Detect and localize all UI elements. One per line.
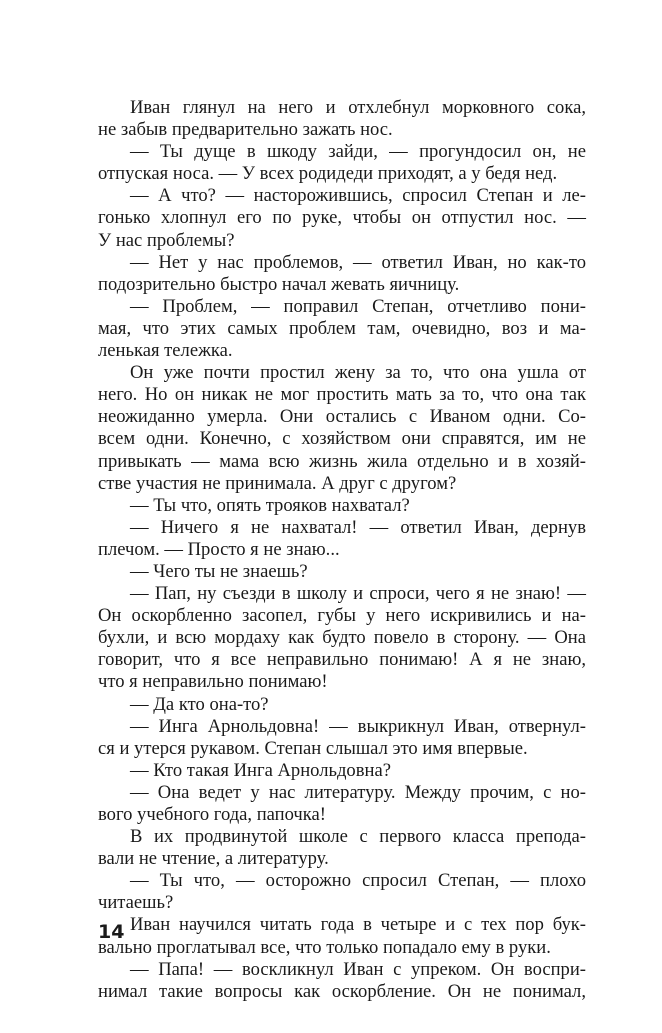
text-line: мая, что этих самых проблем там, очевидно, воз и ма- (98, 317, 586, 339)
text-line: вого учебного года, папочка! (98, 804, 326, 825)
text-line: — Ты что, — осторожно спросил Степан, — плохо (130, 870, 586, 892)
text-line: — Инга Арнольдовна! — выкрикнул Иван, отвернул- (130, 715, 586, 737)
text-line: — Чего ты не знаешь? (130, 560, 308, 582)
text-line: ленькая тележка. (98, 340, 233, 362)
body-text (98, 97, 586, 1003)
text-line: — Она ведет у нас литературу. Между прочим, с но- (130, 781, 586, 803)
text-line: бухли, и всю мордаху как будто повело в сторону. — Она (98, 627, 586, 649)
text-line: — Папа! — воскликнул Иван с упреком. Он воспри- (130, 958, 586, 980)
text-line: — Ты что, опять трояков нахватал? (130, 494, 410, 516)
text-line: У нас проблемы? (98, 229, 235, 251)
text-line: — Проблем, — поправил Степан, отчетливо пони- (130, 295, 586, 317)
text-line: — Кто такая Инга Арнольдовна? (130, 759, 391, 781)
text-line: вально проглатывал все, что только попадало ему в руки. (98, 936, 551, 958)
text-line: говорит, что я все неправильно понимаю! А я не знаю, (98, 649, 586, 671)
text-line: — А что? — насторожившись, спросил Степан и ле- (130, 185, 586, 207)
text-line: не забыв предварительно зажать нос. (98, 119, 393, 141)
text-line: всем одни. Конечно, с хозяйством они справятся, им не (98, 428, 586, 450)
text-line: — Пап, ну съезди в школу и спроси, чего я не знаю! — (130, 583, 586, 605)
text-line: Он оскорбленно засопел, губы у него искривились и на- (98, 605, 586, 627)
text-line: стве участия не принимала. А друг с другом? (98, 472, 457, 494)
text-line: неожиданно умерла. Они остались с Иваном одни. Со- (98, 406, 586, 428)
text-line: Иван научился читать года в четыре и с тех пор бук- (130, 914, 586, 936)
text-line: нимал такие вопросы как оскорбление. Он не понимал, (98, 980, 586, 1002)
text-line: — Да кто она-то? (130, 693, 269, 715)
text-line: вали не чтение, а литературу. (98, 848, 329, 870)
text-line: — Ты дуще в шкоду зайди, — прогундосил он, не (130, 141, 586, 163)
text-line: читаешь? (98, 892, 174, 914)
text-line: гонько хлопнул его по руке, чтобы он отпустил нос. — (98, 207, 586, 229)
text-line: него. Но он никак не мог простить мать за то, что она так (98, 384, 586, 406)
page-number: 14 (98, 921, 125, 943)
text-line: подозрительно быстро начал жевать яичницу. (98, 273, 460, 295)
text-line: плечом. — Просто я не знаю... (98, 538, 340, 560)
text-line: — Нет у нас проблемов, — ответил Иван, но как-то (130, 251, 586, 273)
text-line: привыкать — мама всю жизнь жила отдельно и в хозяй- (98, 450, 586, 472)
text-line: ся и утерся рукавом. Степан слышал это имя впервые. (98, 737, 528, 759)
text-line: отпуская носа. — У всех родидеди приходят, а у бедя нед. (98, 163, 558, 185)
text-line: что я неправильно понимаю! (98, 671, 328, 693)
text-line: — Ничего я не нахватал! — ответил Иван, дернув (130, 516, 586, 538)
text-line: Он уже почти простил жену за то, что она ушла от (130, 362, 586, 384)
text-line: В их продвинутой школе с первого класса препода- (130, 826, 586, 848)
text-line: Иван глянул на него и отхлебнул морковного сока, (130, 97, 586, 118)
